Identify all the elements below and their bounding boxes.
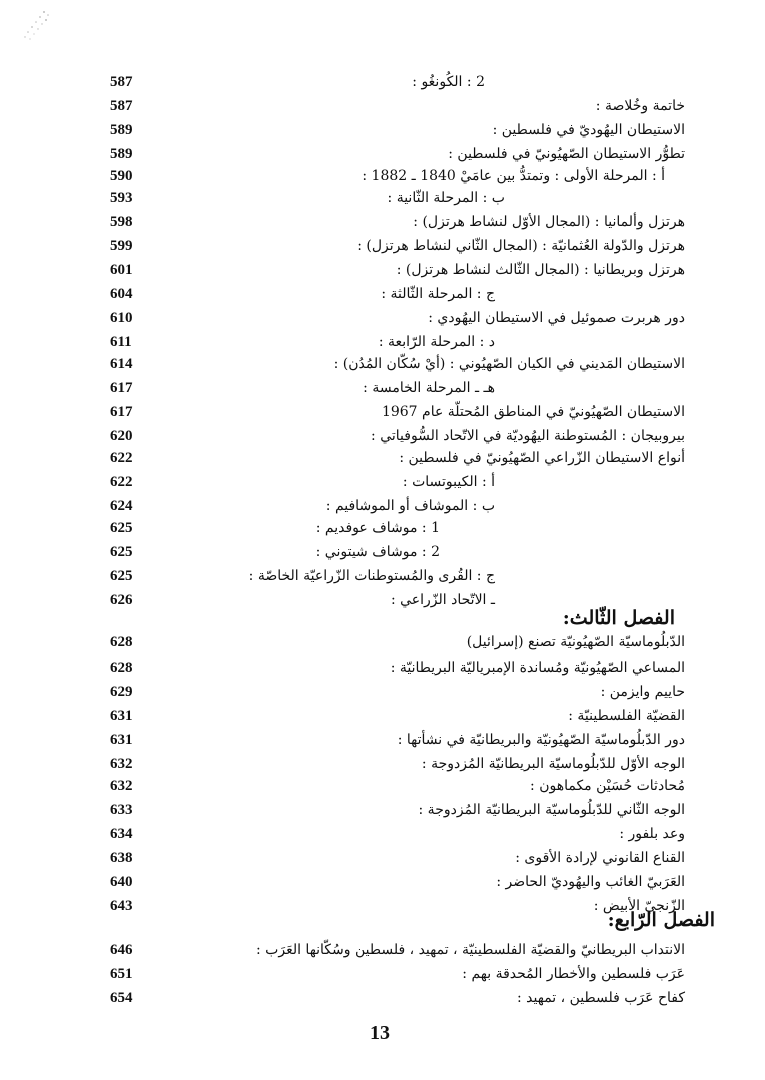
toc-entry xyxy=(110,94,685,118)
toc-entry-page: 589 xyxy=(110,146,133,162)
toc-entry-page: 622 xyxy=(110,450,133,466)
toc-entry-title: العَرَبيّ الغائب واليهُوديّ الحاضر : xyxy=(496,874,685,890)
toc-entry-title: دور الدّبلُوماسيّة الصّهيُونيّة والبريطانيّة في نشأتها : xyxy=(397,732,685,748)
toc-entry xyxy=(110,774,685,798)
toc-entry-page: 617 xyxy=(110,404,133,420)
toc-entry-title: 1 : موشاف عوفديم : xyxy=(315,520,440,536)
toc-entry xyxy=(110,446,685,470)
toc-entry xyxy=(110,186,685,210)
toc-entry xyxy=(110,986,685,1010)
toc-entry-page: 587 xyxy=(110,98,133,114)
chapter-3-heading: الفصل الثّالث: xyxy=(562,607,675,629)
toc-entry-title: ب : الموشاف أو الموشافيم : xyxy=(325,498,495,514)
toc-entry-page: 626 xyxy=(110,592,133,608)
toc-entry-page: 632 xyxy=(110,778,133,794)
toc-entry xyxy=(110,306,685,330)
toc-entry-title: مُحادثات حُسَيْن مكماهون : xyxy=(530,778,685,794)
toc-entry-title: هرتزل والدّولة العُثمانيّة : (المجال الثّاني لنشاط هرتزل) : xyxy=(357,238,685,254)
toc-entry-page: 617 xyxy=(110,380,133,396)
toc-entry xyxy=(110,210,685,234)
toc-entry xyxy=(110,704,685,728)
toc-entry xyxy=(110,400,685,424)
toc-entry xyxy=(110,564,685,588)
toc-entry-page: 614 xyxy=(110,356,133,372)
toc-entry-page: 651 xyxy=(110,966,133,982)
toc-entry xyxy=(110,70,685,94)
toc-entry-title: هرتزل وألمانيا : (المجال الأوّل لنشاط هرتزل) : xyxy=(413,214,685,230)
toc-entry-page: 631 xyxy=(110,732,133,748)
toc-entry xyxy=(110,822,685,846)
toc-entry-page: 610 xyxy=(110,310,133,326)
toc-entry xyxy=(110,376,685,400)
toc-entry-title: الدّبلُوماسيّة الصّهيُونيّة تصنع (إسرائيل) xyxy=(466,634,685,650)
toc-entry xyxy=(110,962,685,986)
toc-entry-page: 589 xyxy=(110,122,133,138)
chapter-4-heading: الفصل الرّابع: xyxy=(607,909,715,931)
toc-entry-title: الوجه الأوّل للدّبلُوماسيّة البريطانيّة المُزدوجة : xyxy=(421,756,685,772)
toc-entry xyxy=(110,164,685,188)
toc-entry-title: وعد بلفور : xyxy=(619,826,685,842)
toc-entry-title: بيروبيجان : المُستوطنة اليهُوديّة في الاتّحاد السُّوفياتي : xyxy=(371,428,685,444)
toc-entry-title: دور هربرت صموئيل في الاستيطان اليهُودي : xyxy=(428,310,685,326)
toc-entry-title: هـ ـ المرحلة الخامسة : xyxy=(363,380,495,396)
toc-entry xyxy=(110,870,685,894)
toc-entry-page: 604 xyxy=(110,286,133,302)
toc-entry-title: الاستيطان اليهُوديّ في فلسطين : xyxy=(492,122,685,138)
toc-entry xyxy=(110,352,685,376)
toc-entry-page: 643 xyxy=(110,898,133,914)
toc-entry-page: 629 xyxy=(110,684,133,700)
toc-entry xyxy=(110,798,685,822)
toc-entry-title: الوجه الثّاني للدّبلُوماسيّة البريطانيّة المُزدوجة : xyxy=(418,802,685,818)
page-number: 13 xyxy=(370,1022,390,1044)
toc-entry xyxy=(110,680,685,704)
toc-entry-page: 628 xyxy=(110,634,133,650)
toc-entry-title: 2 : موشاف شيتوني : xyxy=(315,544,440,560)
toc-entry xyxy=(110,142,685,166)
toc-entry-title: أ : الكيبوتسات : xyxy=(402,474,495,490)
toc-entry-page: 625 xyxy=(110,544,133,560)
toc-entry-page: 598 xyxy=(110,214,133,230)
toc-entry-title: الاستيطان المَديني في الكيان الصّهيُوني : (أيْ سُكّان المُدُن) : xyxy=(333,356,685,372)
toc-entry-title: كفاح عَرَب فلسطين ، تمهيد : xyxy=(517,990,685,1006)
toc-entry-title: تطوُّر الاستيطان الصّهيُونيّ في فلسطين : xyxy=(448,146,685,162)
toc-entry-title: القضيّة الفلسطينيّة : xyxy=(568,708,685,724)
toc-entry xyxy=(110,258,685,282)
toc-entry-page: 633 xyxy=(110,802,133,818)
toc-entry-page: 622 xyxy=(110,474,133,490)
toc-entry-title: حاييم وايزمن : xyxy=(600,684,685,700)
toc-entry-page: 640 xyxy=(110,874,133,890)
toc-entry-page: 587 xyxy=(110,74,133,90)
toc-entry-title: القناع القانوني لإرادة الأقوى : xyxy=(515,850,685,866)
toc-entry-title: 2 : الكُونغُو : xyxy=(412,74,485,90)
toc-entry xyxy=(110,282,685,306)
toc-entry-title: الانتداب البريطانيّ والقضيّة الفلسطينيّة ، تمهيد ، فلسطين وسُكّانها العَرَب : xyxy=(256,942,685,958)
toc-entry-page: 654 xyxy=(110,990,133,1006)
toc-entry-page: 628 xyxy=(110,660,133,676)
toc-entry-title: د : المرحلة الرّابعة : xyxy=(378,334,495,350)
scan-smudge xyxy=(16,8,56,42)
toc-entry-title: الاستيطان الصّهيُونيّ في المناطق المُحتلّة عام 1967 xyxy=(381,404,685,420)
toc-entry xyxy=(110,846,685,870)
toc-entry-title: عَرَب فلسطين والأخطار المُحدقة بهم : xyxy=(462,966,685,982)
toc-entry-page: 631 xyxy=(110,708,133,724)
toc-entry xyxy=(110,234,685,258)
toc-entry-title: ج : القُرى والمُستوطنات الزّراعيّة الخاصّة : xyxy=(248,568,495,584)
toc-entry-title: خاتمة وخُلاصة : xyxy=(595,98,685,114)
toc-entry xyxy=(110,516,685,540)
toc-entry-page: 638 xyxy=(110,850,133,866)
toc-entry xyxy=(110,424,685,448)
toc-entry xyxy=(110,540,685,564)
toc-entry-page: 625 xyxy=(110,520,133,536)
toc-entry-page: 599 xyxy=(110,238,133,254)
toc-entry xyxy=(110,894,685,918)
toc-entry-title: ب : المرحلة الثّانية : xyxy=(387,190,505,206)
toc-entry-page: 634 xyxy=(110,826,133,842)
toc-entry xyxy=(110,728,685,752)
toc-entry-title: ـ الاتّحاد الزّراعي : xyxy=(390,592,495,608)
toc-entry-page: 601 xyxy=(110,262,133,278)
toc-entry-title: الزّنجيّ الأبيض : xyxy=(593,898,685,914)
toc-entry-title: أ : المرحلة الأولى : وتمتدُّ بين عامَيْ 1840 ـ 1882 : xyxy=(362,168,665,184)
toc-entry-page: 620 xyxy=(110,428,133,444)
toc-entry xyxy=(110,330,685,354)
toc-entry-page: 625 xyxy=(110,568,133,584)
toc-entry-title: ج : المرحلة الثّالثة : xyxy=(381,286,495,302)
toc-entry-title: المساعي الصّهيُونيّة ومُساندة الإمبرياليّة البريطانيّة : xyxy=(390,660,685,676)
toc-entry xyxy=(110,118,685,142)
toc-entry xyxy=(110,938,685,962)
toc-entry-page: 646 xyxy=(110,942,133,958)
toc-entry-title: أنواع الاستيطان الزّراعي الصّهيُونيّ في فلسطين : xyxy=(399,450,685,466)
toc-entry-page: 611 xyxy=(110,334,132,350)
toc-entry-page: 593 xyxy=(110,190,133,206)
toc-entry-page: 590 xyxy=(110,168,133,184)
toc-entry-page: 632 xyxy=(110,756,133,772)
toc-entry-page: 624 xyxy=(110,498,133,514)
toc-entry xyxy=(110,656,685,680)
toc-entry-title: هرتزل وبريطانيا : (المجال الثّالث لنشاط هرتزل) : xyxy=(396,262,685,278)
toc-entry xyxy=(110,494,685,518)
toc-entry xyxy=(110,752,685,776)
toc-entry xyxy=(110,470,685,494)
toc-entry xyxy=(110,630,685,654)
